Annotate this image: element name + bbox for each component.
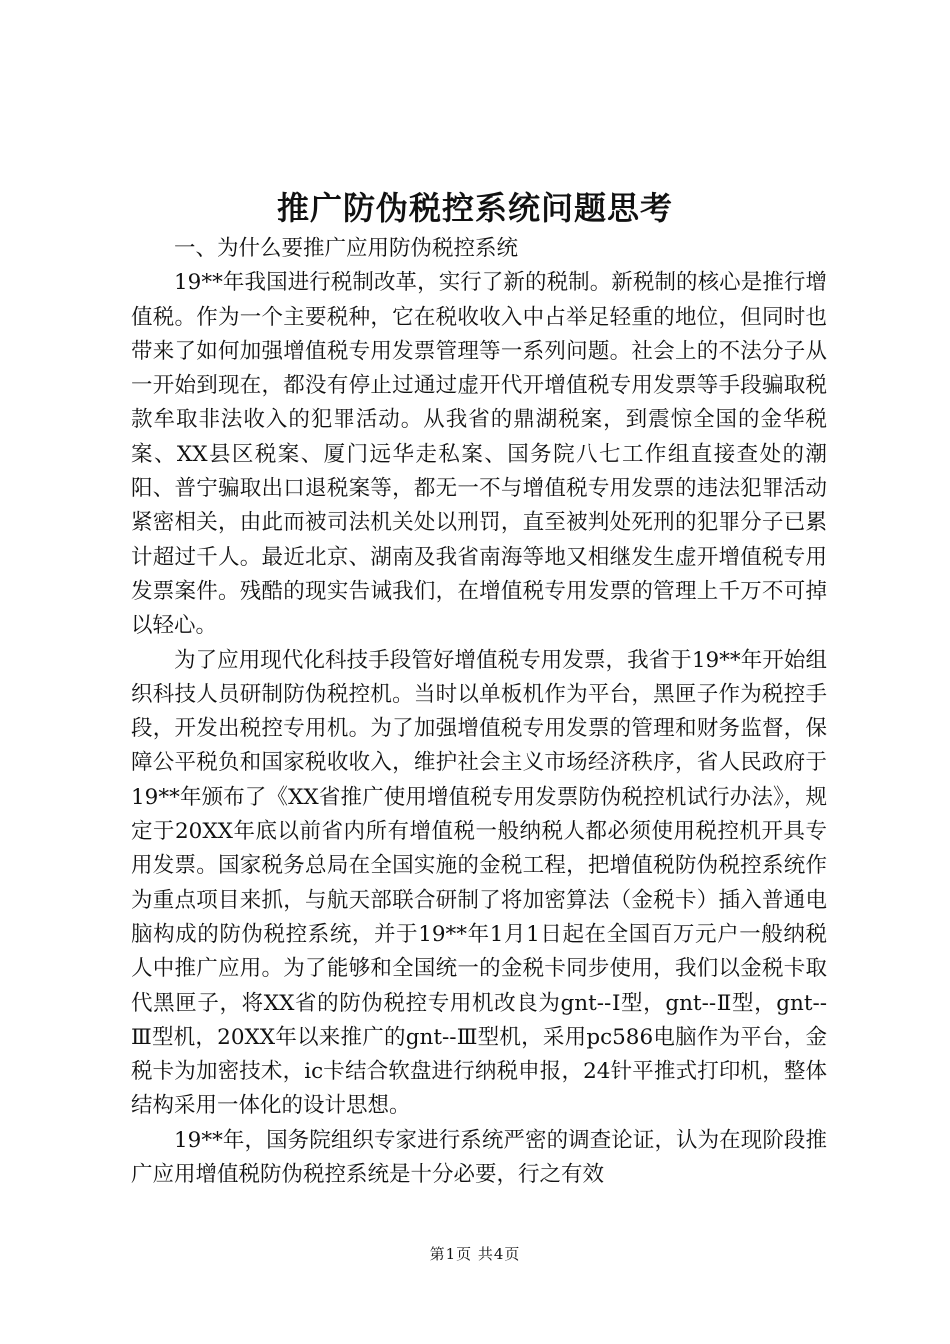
section-heading: 一、为什么要推广应用防伪税控系统 — [174, 236, 519, 261]
paragraph-3: 19**年，国务院组织专家进行系统严密的调查论证，认为在现阶段推广应用增值税防伪税控系统是十分必要，行之有效 — [131, 1127, 827, 1188]
paragraph-1: 19**年我国进行税制改革，实行了新的税制。新税制的核心是推行增值税。作为一个主要税种，它在税收收入中占举足轻重的地位，但同时也带来了如何加强增值税专用发票管理等一系列问题。社会上的不法分子从一开始到现在，都没有停止过通过虚开代开增值税专用发票等手段骗取税款牟取非法收入的犯罪活动。从我省的鼎湖税案，到震惊全国的金华税案、XX县区税案、厦门远华走私案、国务院八七工作组直接查处的潮阳、普宁骗取出口退税案等，都无一不与增值税专用发票的违法犯罪活动紧密相关，由此而被司法机关处以刑罚，直至被判处死刑的犯罪分子已累计超过千人。最近北京、湖南及我省南海等地又相继发生虚开增值税专用发票案件。残酷的现实告诫我们，在增值税专用发票的管理上千万不可掉以轻心。 — [131, 270, 827, 639]
paragraph-2: 为了应用现代化科技手段管好增值税专用发票，我省于19**年开始组织科技人员研制防伪税控机。当时以单板机作为平台，黑匣子作为税控手段，开发出税控专用机。为了加强增值税专用发票的管理和财务监督，保障公平税负和国家税收收入，维护社会主义市场经济秩序，省人民政府于19**年颁布了《XX省推广使用增值税专用发票防伪税控机试行办法》，规定于20XX年底以前省内所有增值税一般纳税人都必须使用税控机开具专用发票。国家税务总局在全国实施的金税工程，把增值税防伪税控系统作为重点项目来抓，与航天部联合研制了将加密算法（金税卡）插入普通电脑构成的防伪税控系统，并于19**年1月1日起在全国百万元户一般纳税人中推广应用。为了能够和全国统一的金税卡同步使用，我们以金税卡取代黑匣子，将XX省的防伪税控专用机改良为gnt--Ⅰ型，gnt--Ⅱ型，gnt--Ⅲ型机，20XX年以来推广的gnt--Ⅲ型机，采用pc586电脑作为平台，金税卡为加密技术，ic卡结合软盘进行纳税申报，24针平推式打印机，整体结构采用一体化的设计思想。 — [131, 647, 827, 1119]
page-footer: 第1页 共4页 — [429, 1245, 521, 1263]
document-title: 推广防伪税控系统问题思考 — [276, 189, 673, 227]
document-body — [131, 232, 827, 1192]
